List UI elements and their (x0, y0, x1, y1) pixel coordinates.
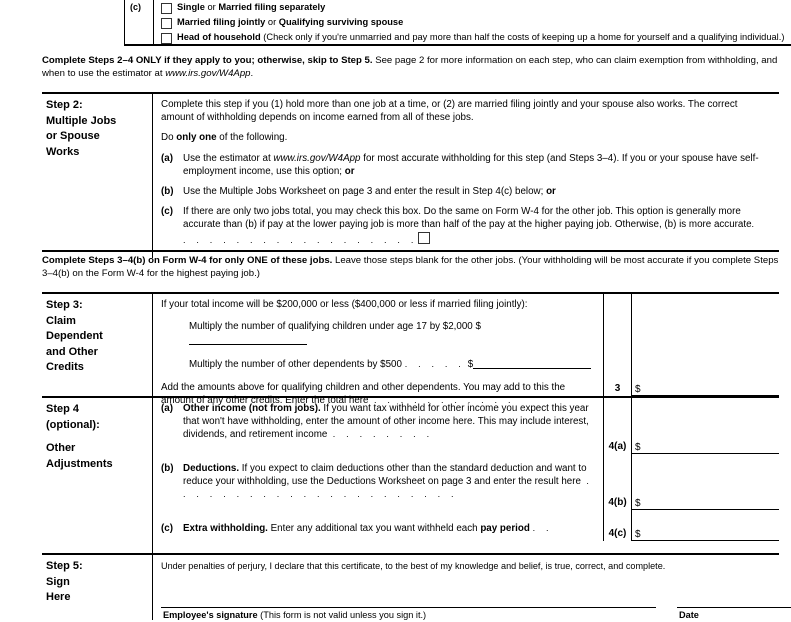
step-4a-row (153, 398, 779, 454)
filing-status-mj-bold2: Qualifying surviving spouse (278, 17, 404, 27)
step-2-title-line-2: Multiple Jobs (46, 114, 117, 127)
step-2-option-b-pre: Use the Multiple Jobs Worksheet on page 3 and enter the result in Step 4(c) below; (183, 186, 547, 198)
step-3-title (42, 294, 152, 396)
step-3-line-number: 3 (603, 294, 631, 396)
step-2-title (42, 94, 152, 258)
step-4a-text-block (161, 402, 597, 442)
step-4c-amount-underline (632, 540, 779, 541)
step-4c-row (153, 510, 779, 541)
step-2-option-a-tag: (a) (161, 152, 173, 164)
checkbox-single-icon[interactable] (161, 3, 172, 14)
step-3-amount-dollar-sign: $ (635, 384, 641, 395)
step-4b-leaders: . . . . . . . . . . . . . . . . . . . . . . (183, 476, 594, 500)
step-4c-leaders: . . (532, 523, 553, 533)
step-4a-amount-dollar-sign: $ (635, 442, 641, 453)
step-3-qualifying-children-dollar: $ (475, 321, 481, 333)
step-4a-bold: Other income (not from jobs). (183, 403, 321, 414)
step-2-do-bold: only one (176, 132, 217, 144)
band-steps24-rest-a: See page 2 for more information on each step, who can claim exemption from withholding, and when to use the estimator at (42, 55, 778, 79)
step-2-option-a-link: www.irs.gov/W4App (273, 152, 361, 164)
step-2-option-a-pre: Use the estimator at (183, 152, 274, 164)
step-2-option-c-leaders: . . . . . . . . . . . . . . . . . . . (183, 219, 759, 245)
step-2-option-c-pre: If there are only two jobs total, you may check this box. Do the same on Form W-4 for the other job. This option is generally more accurate than (b) if pay at the lower paying job is more than half of the pay at the higher paying job. Otherwise, (b) is more accurate (183, 206, 752, 231)
step-4b-bold: Deductions. (183, 463, 240, 474)
step-2-option-a-tail: or (344, 165, 355, 177)
step-4-title-line-3: Other (46, 442, 76, 454)
filing-status-item-label: (c) (130, 2, 141, 12)
step-4b-text: If you expect to claim deductions other than the standard deduction and want to reduce your withholding, use the Deductions Worksheet on page 3 and enter the result here (183, 463, 587, 488)
step-5-title-line-3: Here (46, 591, 71, 603)
step-3-qualifying-children-row (189, 320, 597, 347)
step-5-title-line-2: Sign (46, 575, 70, 588)
step-3-section (42, 292, 779, 407)
band-steps24-link: www.irs.gov/W4App (165, 67, 251, 79)
instruction-band-steps-2-4 (42, 55, 779, 80)
step-2-option-b-tail: or (546, 186, 556, 198)
step-4b-text-block (161, 462, 597, 502)
step-3-other-dependents-leaders: . . . . . (404, 358, 465, 369)
step-3-title-line-5: Credits (46, 361, 84, 373)
employee-signature-caption-bold: Employee's signature (163, 610, 258, 620)
filing-status-divider (153, 0, 154, 44)
step-4-rows-container (152, 398, 779, 553)
step-2-option-a-post: for most accurate withholding for this step (and Steps 3–4). If you or your spouse have self-employment income, use this option; (183, 152, 759, 177)
band-steps34b-rest: Leave those steps blank for the other jobs. (Your withholding will be most accurate if you complete Steps 3–4(b) on the Form W-4 for the highest paying job.) (42, 255, 779, 279)
step-4a-amount-cell[interactable] (631, 398, 779, 454)
filing-status-hoh-bold1: Head of household (177, 32, 261, 42)
filing-status-single-mid: or (204, 2, 219, 12)
step-2-option-c-tag: (c) (161, 206, 173, 218)
step-4-title-line-2: (optional): (46, 418, 100, 431)
step-3-total-leaders: . . . . . . . . . . . (373, 395, 515, 406)
step-4-title-spacer (46, 433, 146, 441)
step-3-qualifying-children-input[interactable] (189, 333, 307, 345)
step-5-declaration: Under penalties of perjury, I declare that this certificate, to the best of my knowledge and belief, is true, correct, and complete. (161, 561, 666, 571)
rule-above-band-34b (42, 250, 779, 252)
checkbox-married-jointly-icon[interactable] (161, 18, 172, 29)
step-3-intro: If your total income will be $200,000 or less ($400,000 or less if married filing jointly): (161, 299, 528, 310)
filing-status-section (124, 0, 791, 46)
step-5-title-line-1: Step 5: (46, 560, 83, 572)
step-2-option-b-tag: (b) (161, 186, 174, 198)
step-2-title-line-3: or Spouse (46, 130, 100, 142)
step-4c-amount-cell[interactable] (631, 510, 779, 541)
step-3-other-dependents-dollar: $ (467, 358, 474, 370)
step-3-title-line-2: Claim (46, 314, 76, 327)
step-4b-amount-cell[interactable] (631, 454, 779, 510)
step-4c-line-number: 4(c) (603, 510, 631, 541)
step-4c-tag: (c) (161, 523, 173, 534)
employee-signature-caption-rest: (This form is not valid unless you sign it.) (257, 610, 427, 620)
step-3-title-line-1: Step 3: (46, 299, 83, 311)
step-2-section (42, 92, 779, 252)
checkbox-head-of-household-icon[interactable] (161, 33, 172, 44)
step-2-intro: Complete this step if you (1) hold more than one job at a time, or (2) are married filing jointly and your spouse also works. The correct amount of withholding depends on income earned from all of these jobs. (161, 99, 738, 124)
filing-status-single-bold1: Single (177, 2, 205, 12)
instruction-band-steps-34b (42, 255, 779, 280)
filing-status-mj-mid: or (265, 17, 279, 27)
filing-status-single-bold2: Married filing separately (218, 2, 326, 12)
step-2-title-line-4: Works (46, 145, 80, 158)
step-3-other-dependents-text: Multiply the number of other dependents by $500 (189, 358, 402, 370)
step-4-section (42, 396, 779, 553)
band-steps24-lead: Complete Steps 2–4 ONLY if they apply to you; otherwise, skip to Step 5. (42, 55, 373, 66)
step-3-total-text: Add the amounts above for qualifying children and other dependents. You may add to this the amount of any other credits. Enter the total here (161, 381, 566, 407)
step-4c-bold: Extra withholding. (183, 523, 268, 534)
filing-status-option-single[interactable] (161, 1, 789, 16)
step-4b-amount-dollar-sign: $ (635, 498, 641, 509)
step-3-body (152, 294, 603, 407)
step-3-other-dependents-row (189, 357, 597, 371)
step-3-other-dependents-input[interactable] (473, 357, 591, 369)
step-3-title-line-3: Dependent (46, 330, 103, 342)
step-4-title-line-1: Step 4 (46, 403, 80, 415)
filing-status-hoh-note: (Check only if you're unmarried and pay more than half the costs of keeping up a home for yourself and a qualifying individual.) (263, 32, 785, 42)
step-4b-tag: (b) (161, 463, 174, 474)
employee-signature-caption (163, 609, 426, 622)
date-caption: Date (679, 610, 699, 620)
step-5-section (42, 553, 779, 620)
step-4b-row (153, 454, 779, 510)
step-3-qualifying-children-text: Multiply the number of qualifying children under age 17 by $2,000 (189, 321, 473, 333)
filing-status-option-married-jointly[interactable] (161, 16, 789, 31)
step-2-do-pre: Do (161, 132, 177, 144)
band-steps34b-lead: Complete Steps 3–4(b) on Form W-4 for only ONE of these jobs. (42, 255, 333, 266)
step-4b-line-number: 4(b) (603, 454, 631, 510)
checkbox-two-jobs-icon[interactable] (418, 232, 430, 244)
step-2-option-c (161, 205, 771, 247)
step-4a-line-number: 4(a) (603, 398, 631, 454)
step-4c-amount-dollar-sign: $ (635, 529, 641, 540)
filing-status-option-head-of-household[interactable] (161, 31, 789, 46)
step-5-title (42, 555, 152, 620)
filing-status-mj-bold1: Married filing jointly (177, 17, 266, 27)
band-steps24-rest-b: . (250, 67, 254, 79)
step-3-title-line-4: and Other (46, 345, 98, 358)
step-2-body (152, 94, 779, 258)
step-4c-text-block (161, 522, 597, 535)
step-4a-text: If you want tax withheld for other income you expect this year that won't have withholding, enter the amount of other income here. This may include interest, dividends, and retirement income (183, 403, 589, 441)
step-4-title (42, 398, 152, 553)
step-2-do-only-one (161, 131, 771, 144)
step-3-amount-cell[interactable] (631, 294, 779, 396)
step-4a-leaders: . . . . . . . . (332, 429, 434, 440)
step-4-title-line-4: Adjustments (46, 457, 113, 470)
step-2-do-post: of the following. (216, 132, 288, 144)
step-2-option-a (161, 152, 771, 178)
step-4c-bold2: pay period (480, 523, 530, 534)
step-2-option-b (161, 185, 771, 198)
step-5-body (152, 555, 779, 620)
step-2-title-line-1: Step 2: (46, 99, 83, 111)
signature-area (161, 573, 773, 621)
step-4c-text: Enter any additional tax you want withheld each (267, 523, 481, 534)
step-4a-tag: (a) (161, 403, 173, 414)
